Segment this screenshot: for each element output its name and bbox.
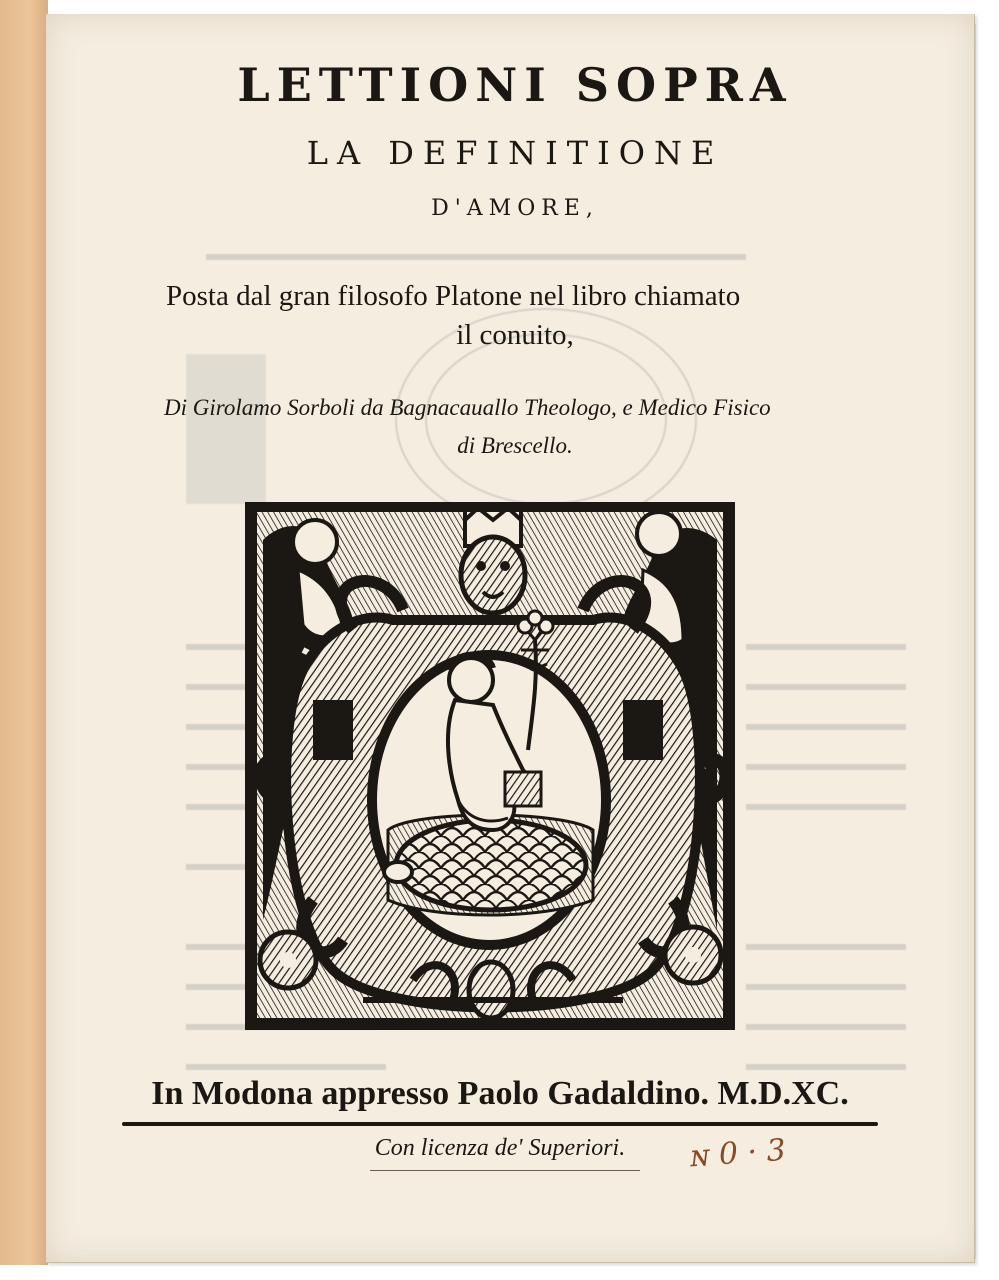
subtitle-line-2: il conuito,: [456, 319, 574, 351]
author-line-2: di Brescello.: [457, 433, 573, 458]
author-line-1: Di Girolamo Sorboli da Bagnacauallo Theologo, e Medico Fisico: [164, 395, 771, 420]
handwritten-shelfmark: ɴ 0 · 3: [688, 1132, 787, 1175]
license-line: Con licenza de' Superiori.: [374, 1135, 626, 1161]
woodcut-printers-device: [243, 500, 737, 1032]
horizontal-rule: [122, 1122, 878, 1126]
license-underline: [370, 1170, 640, 1171]
title-line-2: LA DEFINITIONE: [306, 134, 724, 172]
imprint-line: In Modona appresso Paolo Gadaldino. M.D.XC.: [151, 1075, 849, 1112]
subtitle-line-1: Posta dal gran filosofo Platone nel libro chiamato: [166, 280, 741, 312]
title-line-3: D'AMORE,: [431, 196, 599, 221]
title-line-1: LETTIONI SOPRA: [237, 58, 793, 112]
crowned-mask: [461, 508, 525, 613]
